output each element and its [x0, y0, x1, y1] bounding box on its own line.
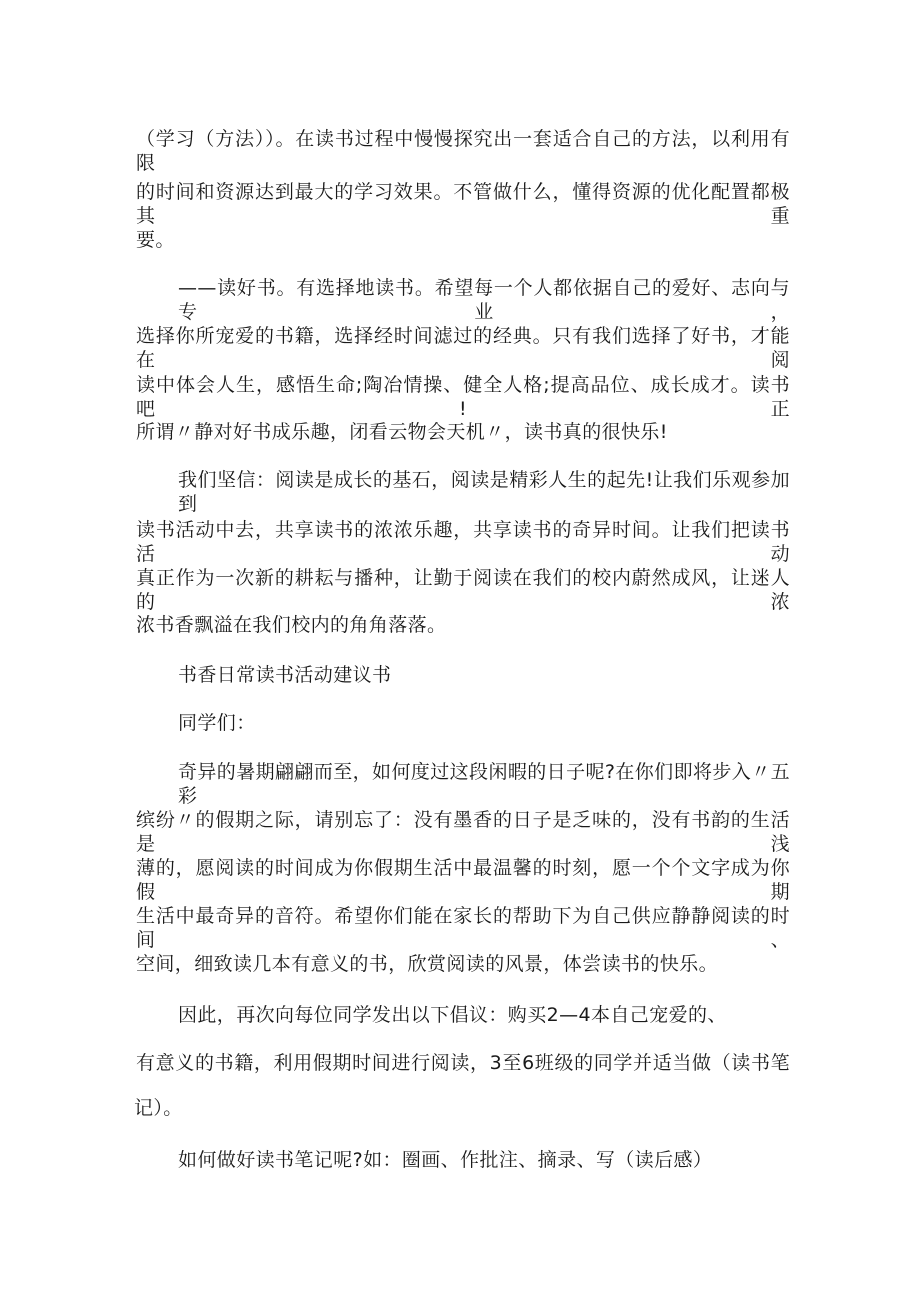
text-line: 真正作为一次新的耕耘与播种，让勤于阅读在我们的校内蔚然成风，让迷人的浓 — [136, 567, 790, 613]
text-line: 的时间和资源达到最大的学习效果。不管做什么，懂得资源的优化配置都极其重 — [136, 181, 790, 227]
text-line: 因此，再次向每位同学发出以下倡议：购买2—4本自己宠爱的、 — [178, 1004, 727, 1026]
text-line: 如何做好读书笔记呢?如：圈画、作批注、摘录、写（读后感） — [178, 1149, 713, 1171]
text-line: 有意义的书籍，利用假期时间进行阅读，3至6班级的同学并适当做（读书笔 — [136, 1052, 790, 1074]
text-line: 我们坚信：阅读是成长的基石，阅读是精彩人生的起先!让我们乐观参加到 — [178, 469, 790, 515]
text-line: 记）。 — [134, 1097, 183, 1119]
text-line: ——读好书。有选择地读书。希望每一个人都依据自己的爱好、志向与专业， — [178, 277, 790, 323]
section-title: 书香日常读书活动建议书 — [178, 664, 392, 686]
text-line: 读中体会人生，感悟生命;陶冶情操、健全人格;提高品位、成长成才。读书吧!正 — [136, 374, 790, 420]
text-line: 薄的，愿阅读的时间成为你假期生活中最温馨的时刻，愿一个个文字成为你假期 — [136, 857, 790, 903]
text-line: 要。 — [136, 229, 175, 251]
text-line: 空间，细致读几本有意义的书，欣赏阅读的风景，体尝读书的快乐。 — [136, 953, 719, 975]
text-line: 生活中最奇异的音符。希望你们能在家长的帮助下为自己供应静静阅读的时间、 — [136, 905, 790, 951]
text-line: 缤纷〃的假期之际，请别忘了：没有墨香的日子是乏味的，没有书韵的生活是浅 — [136, 809, 790, 855]
salutation: 同学们： — [178, 712, 256, 734]
text-line: 所谓〃静对好书成乐趣，闭看云物会天机〃，读书真的很快乐! — [136, 421, 668, 443]
text-line: 选择你所宠爱的书籍，选择经时间滤过的经典。只有我们选择了好书，才能在阅 — [136, 325, 790, 371]
text-line: 浓书香飘溢在我们校内的角角落落。 — [136, 614, 447, 636]
text-line: 读书活动中去，共享读书的浓浓乐趣，共享读书的奇异时间。让我们把读书活动 — [136, 519, 790, 565]
text-line: （学习（方法））。在读书过程中慢慢探究出一套适合自己的方法，以利用有限 — [136, 128, 790, 174]
text-line: 奇异的暑期翩翩而至，如何度过这段闲暇的日子呢?在你们即将步入〃五彩 — [178, 761, 790, 807]
